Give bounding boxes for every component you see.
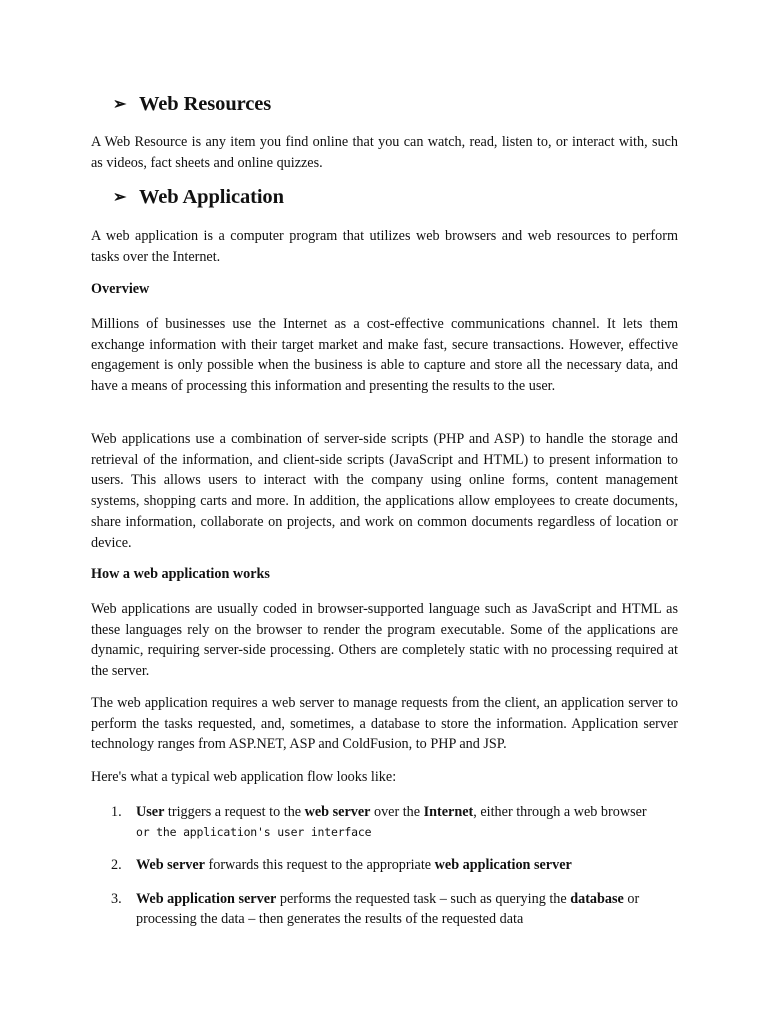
list-text: over the bbox=[370, 804, 424, 820]
list-text: forwards this request to the appropriate bbox=[204, 857, 435, 873]
list-item bbox=[111, 855, 678, 875]
web-resources-paragraph: A Web Resource is any item you find online that you can watch, read, listen to, or interact with, such as videos, fact sheets and online quizzes. bbox=[91, 134, 678, 171]
bold-term: Internet bbox=[423, 804, 474, 820]
overview-paragraph-1: Millions of businesses use the Internet as a cost-effective communications channel. It lets them exchange information with their target market and make fast, secure transactions. However, effective engagement is only possible when the business is able to capture and store all the necessary data, and have a means of processing this information and presenting the results to the user. bbox=[91, 316, 678, 395]
list-text: triggers a request to the bbox=[164, 804, 305, 820]
heading-text: Web Application bbox=[139, 186, 284, 208]
list-text: or processing the data – then generates the results of the requested data bbox=[136, 891, 640, 927]
how-it-works-paragraph-2: The web application requires a web server to manage requests from the client, an application server to perform the tasks requested, and, sometimes, a database to store the information. Application server technology ranges from ASP.NET, ASP and ColdFusion, to PHP and JSP. bbox=[91, 695, 678, 753]
list-number: 2. bbox=[111, 857, 122, 873]
list-number: 1. bbox=[111, 804, 122, 820]
bold-term: User bbox=[136, 804, 165, 820]
bold-term: database bbox=[570, 891, 624, 907]
heading-web-resources bbox=[113, 93, 271, 116]
how-it-works-subheading: How a web application works bbox=[91, 566, 270, 582]
list-text-continuation: or the application's user interface bbox=[136, 825, 372, 839]
how-it-works-paragraph-1: Web applications are usually coded in browser-supported language such as JavaScript and HTML as these languages rely on the browser to render the program executable. Some of the applications are dynamic, requiring server-side processing. Others are completely static with no processing required at the server. bbox=[91, 601, 678, 680]
bold-term: Web server bbox=[136, 857, 205, 873]
arrow-bullet-icon: ➢ bbox=[113, 96, 127, 113]
list-item bbox=[111, 889, 678, 929]
bold-term: web server bbox=[304, 804, 371, 820]
web-application-paragraph: A web application is a computer program that utilizes web browsers and web resources to perform tasks over the Internet. bbox=[91, 228, 678, 265]
heading-web-application bbox=[113, 186, 284, 209]
heading-text: Web Resources bbox=[139, 93, 272, 115]
flow-intro: Here's what a typical web application flow looks like: bbox=[91, 769, 397, 785]
list-number: 3. bbox=[111, 891, 122, 907]
arrow-bullet-icon: ➢ bbox=[113, 189, 127, 206]
bold-term: web application server bbox=[434, 857, 572, 873]
list-text: performs the requested task – such as querying the bbox=[276, 891, 571, 907]
list-text: , either through a web browser bbox=[473, 804, 647, 820]
list-item bbox=[111, 802, 678, 842]
bold-term: Web application server bbox=[136, 891, 277, 907]
overview-paragraph-2: Web applications use a combination of server-side scripts (PHP and ASP) to handle the storage and retrieval of the information, and client-side scripts (JavaScript and HTML) to present information to users. This allows users to interact with the company using online forms, content management systems, shopping carts and more. In addition, the applications allow employees to create documents, share information, collaborate on projects, and work on common documents regardless of location or device. bbox=[91, 431, 678, 551]
overview-subheading: Overview bbox=[91, 281, 150, 297]
